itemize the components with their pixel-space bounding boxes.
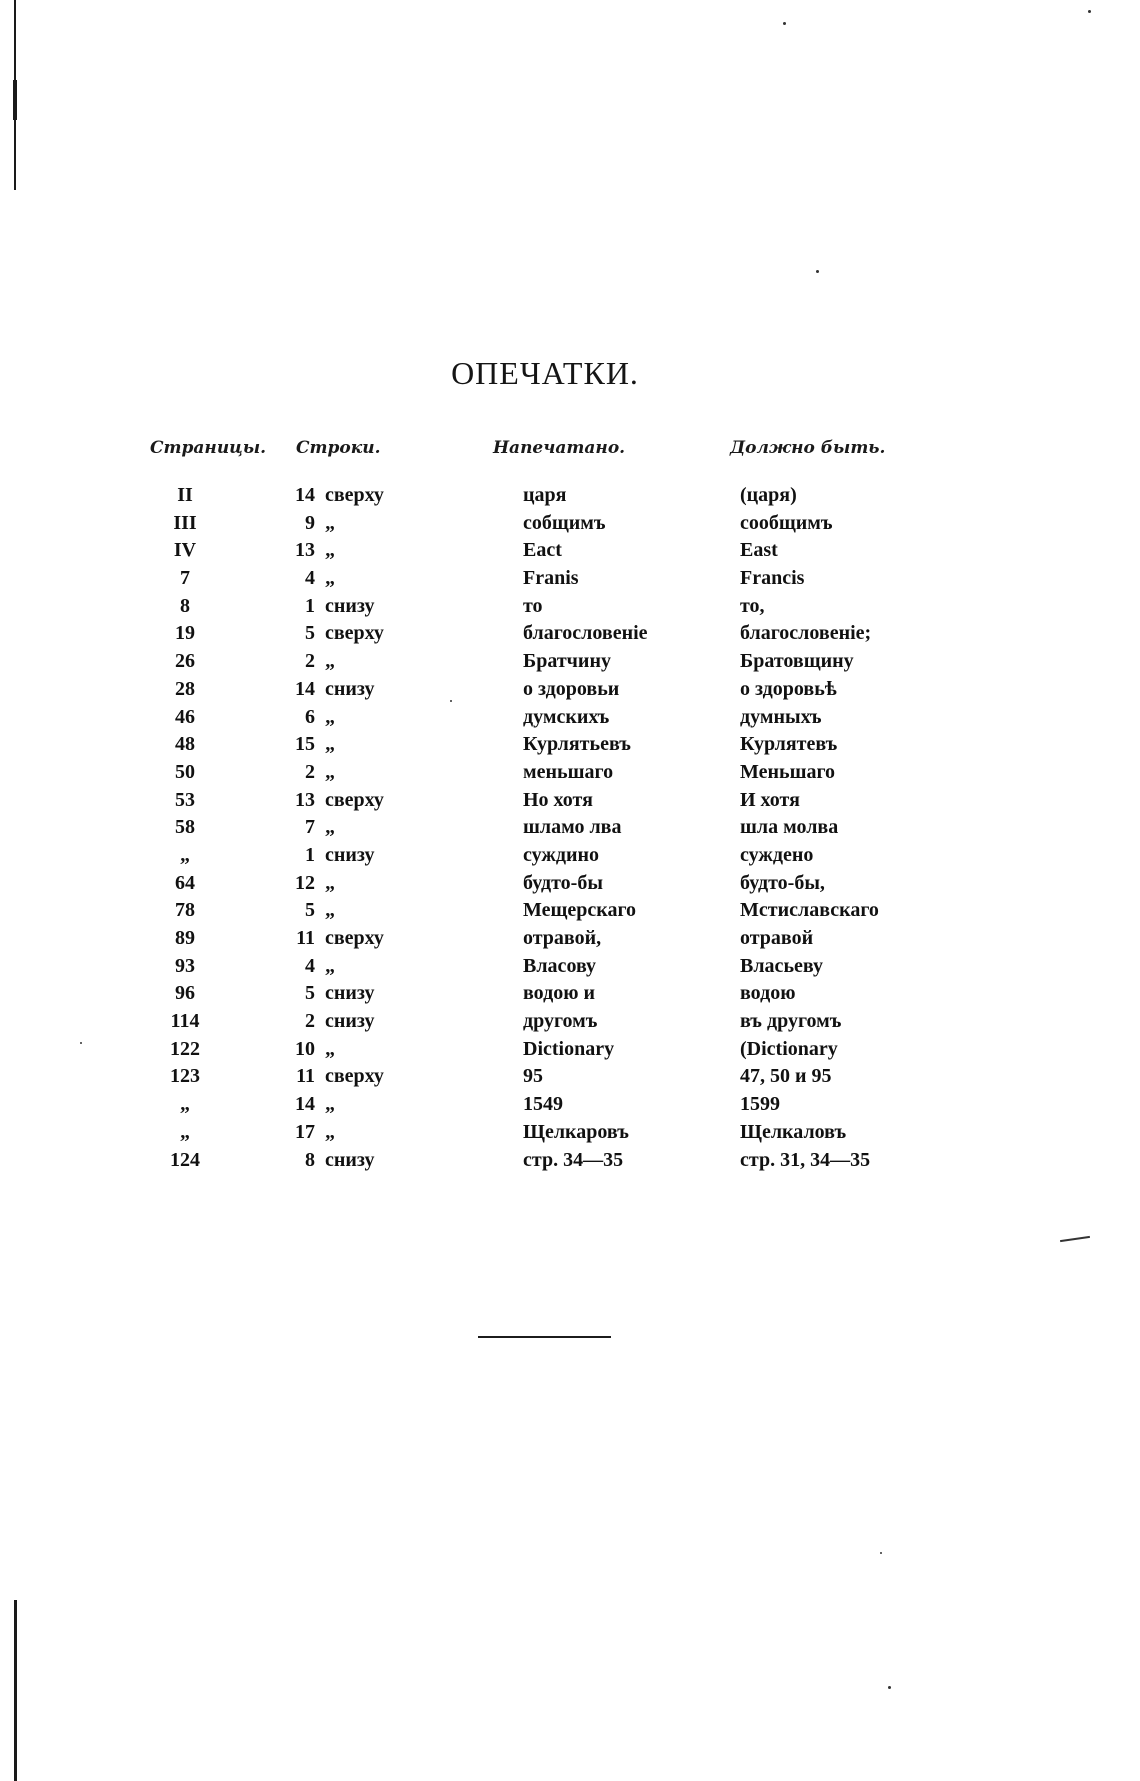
table-row: [0, 842, 1140, 870]
scan-side-dash: [1060, 1236, 1090, 1242]
table-row: [0, 759, 1140, 787]
scan-edge-bottom: [14, 1600, 17, 1781]
page-cell: 64: [175, 871, 195, 894]
line-number-cell: 5: [305, 982, 315, 1005]
page-cell: 26: [175, 650, 195, 673]
line-position-cell: „: [325, 816, 335, 839]
table-row: [0, 870, 1140, 898]
page-cell: 50: [175, 760, 195, 783]
page-cell: 89: [175, 927, 195, 949]
page-cell: 96: [175, 982, 195, 1005]
line-number-cell: 12: [295, 871, 315, 894]
line-number-cell: 10: [295, 1037, 315, 1060]
page-cell: 123: [170, 1065, 200, 1088]
table-row: [0, 1147, 1140, 1175]
correct-cell: 47, 50 и 95: [740, 1065, 832, 1088]
line-position-cell: „: [325, 1120, 335, 1143]
page-cell: 53: [175, 788, 195, 811]
line-position-cell: „: [325, 760, 335, 783]
line-number-cell: 6: [305, 705, 315, 728]
table-row: [0, 620, 1140, 648]
correct-cell: водою: [740, 982, 796, 1005]
column-header-line: Строки.: [296, 438, 381, 458]
page-cell: 8: [180, 594, 190, 617]
printed-cell: суждино: [523, 843, 600, 866]
correct-cell: будто-бы,: [740, 871, 825, 894]
page-cell: 19: [175, 622, 195, 645]
page-cell: IV: [173, 539, 197, 562]
correct-cell: шла молва: [740, 816, 839, 839]
line-position-cell: „: [325, 1037, 335, 1060]
printed-cell: Братчину: [523, 650, 611, 673]
line-position-cell: „: [325, 567, 335, 590]
line-number-cell: 14: [295, 1093, 315, 1116]
column-header-correct: Должно быть.: [730, 438, 886, 458]
printed-cell: Dictionary: [523, 1037, 615, 1060]
table-row: [0, 565, 1140, 593]
line-position-cell: „: [325, 871, 335, 894]
line-number-cell: 2: [305, 1010, 315, 1033]
page-cell: 124: [170, 1148, 200, 1171]
line-number-cell: 17: [295, 1120, 315, 1143]
correct-cell: думныхъ: [740, 705, 822, 728]
errata-table: [0, 482, 1140, 1174]
page-title: ОПЕЧАТКИ.: [451, 355, 639, 391]
correct-cell: Братовщину: [740, 650, 854, 673]
correct-cell: въ другомъ: [740, 1010, 842, 1033]
correct-cell: стр. 31, 34—35: [740, 1148, 871, 1171]
line-position-cell: сверху: [325, 788, 384, 811]
line-number-cell: 5: [305, 899, 315, 922]
printed-cell: Eact: [523, 539, 562, 562]
line-position-cell: „: [325, 650, 335, 673]
correct-cell: о здоровьѣ: [740, 677, 837, 700]
table-row: [0, 980, 1140, 1008]
page-cell: III: [173, 511, 197, 534]
line-position-cell: „: [325, 705, 335, 728]
correct-cell: то,: [740, 594, 765, 617]
table-row: [0, 482, 1140, 510]
line-position-cell: „: [325, 539, 335, 562]
line-number-cell: 14: [295, 484, 315, 506]
printed-cell: Но хотя: [523, 788, 593, 811]
printed-cell: Щелкаровъ: [523, 1120, 629, 1143]
table-row: [0, 1119, 1140, 1147]
table-row: [0, 1091, 1140, 1119]
correct-cell: Мстиславскаго: [740, 899, 879, 922]
closing-rule: [478, 1336, 611, 1338]
printed-cell: другомъ: [523, 1010, 598, 1033]
line-number-cell: 11: [296, 927, 315, 949]
correct-cell: (царя): [740, 484, 797, 506]
table-row: [0, 953, 1140, 981]
correct-cell: Курлятевъ: [740, 733, 838, 756]
page-cell: 114: [170, 1010, 200, 1033]
page-cell: II: [177, 484, 193, 506]
correct-cell: Francis: [740, 567, 805, 590]
printed-cell: благословеніе: [523, 622, 648, 645]
printed-cell: о здоровьи: [523, 677, 620, 700]
printed-cell: стр. 34—35: [523, 1148, 624, 1171]
line-position-cell: сверху: [325, 927, 384, 949]
table-row: [0, 648, 1140, 676]
table-row: [0, 787, 1140, 815]
printed-cell: собщимъ: [523, 511, 606, 534]
line-number-cell: 1: [305, 594, 315, 617]
line-number-cell: 13: [295, 788, 315, 811]
printed-cell: Franis: [523, 567, 579, 590]
scan-edge-mark: [13, 80, 17, 120]
line-position-cell: сверху: [325, 1065, 384, 1088]
printed-cell: будто-бы: [523, 871, 603, 894]
line-number-cell: 1: [305, 843, 315, 866]
table-row: [0, 676, 1140, 704]
line-position-cell: снизу: [325, 982, 375, 1005]
page-cell: 122: [170, 1037, 200, 1060]
line-position-cell: сверху: [325, 622, 384, 645]
printed-cell: шламо лва: [523, 816, 622, 839]
page-cell: „: [180, 843, 190, 866]
line-number-cell: 2: [305, 760, 315, 783]
line-number-cell: 9: [305, 511, 315, 534]
printed-cell: 95: [523, 1065, 543, 1088]
printed-cell: Курлятьевъ: [523, 733, 631, 756]
line-position-cell: снизу: [325, 843, 375, 866]
printed-cell: меньшаго: [523, 760, 614, 783]
line-position-cell: сверху: [325, 484, 384, 506]
page-cell: 58: [175, 816, 195, 839]
correct-cell: (Dictionary: [740, 1037, 838, 1060]
page-cell: 93: [175, 954, 195, 977]
scan-speck: [1088, 10, 1091, 13]
line-number-cell: 15: [295, 733, 315, 756]
page-cell: 28: [175, 677, 195, 700]
correct-cell: И хотя: [740, 788, 800, 811]
printed-cell: Власову: [523, 954, 597, 977]
line-number-cell: 7: [305, 816, 315, 839]
table-row: [0, 704, 1140, 732]
correct-cell: суждено: [740, 843, 814, 866]
table-row: [0, 510, 1140, 538]
table-row: [0, 1063, 1140, 1091]
table-row: [0, 897, 1140, 925]
line-number-cell: 2: [305, 650, 315, 673]
table-row: [0, 593, 1140, 621]
line-position-cell: „: [325, 899, 335, 922]
scan-speck: [816, 270, 819, 273]
printed-cell: то: [523, 594, 543, 617]
correct-cell: благословеніе;: [740, 622, 872, 645]
table-row: [0, 731, 1140, 759]
correct-cell: East: [740, 539, 778, 562]
table-row: [0, 1008, 1140, 1036]
printed-cell: думскихъ: [523, 705, 610, 728]
correct-cell: 1599: [740, 1093, 780, 1116]
printed-cell: водою и: [523, 982, 596, 1005]
page-cell: „: [180, 1093, 190, 1116]
line-number-cell: 8: [305, 1148, 315, 1171]
scan-speck: [880, 1552, 882, 1554]
table-row: [0, 814, 1140, 842]
line-position-cell: снизу: [325, 594, 375, 617]
line-number-cell: 5: [305, 622, 315, 645]
page-cell: 46: [175, 705, 195, 728]
line-number-cell: 4: [305, 567, 315, 590]
line-position-cell: снизу: [325, 1010, 375, 1033]
page-cell: 78: [175, 899, 195, 922]
correct-cell: Меньшаго: [740, 760, 836, 783]
table-row: [0, 537, 1140, 565]
correct-cell: сообщимъ: [740, 511, 833, 534]
line-number-cell: 13: [295, 539, 315, 562]
line-position-cell: снизу: [325, 677, 375, 700]
printed-cell: отравой,: [523, 927, 602, 949]
scan-speck: [783, 22, 786, 25]
table-row: [0, 1036, 1140, 1064]
printed-cell: 1549: [523, 1093, 563, 1116]
correct-cell: отравой: [740, 927, 814, 949]
line-position-cell: „: [325, 511, 335, 534]
line-position-cell: „: [325, 954, 335, 977]
page-cell: 7: [180, 567, 190, 590]
column-header-page: Страницы.: [150, 438, 267, 458]
correct-cell: Щелкаловъ: [740, 1120, 847, 1143]
correct-cell: Власьеву: [740, 954, 824, 977]
column-header-printed: Напечатано.: [493, 438, 626, 458]
table-row: [0, 925, 1140, 953]
line-position-cell: снизу: [325, 1148, 375, 1171]
line-number-cell: 4: [305, 954, 315, 977]
line-number-cell: 11: [296, 1065, 315, 1088]
printed-cell: Мещерскаго: [523, 899, 637, 922]
line-number-cell: 14: [295, 677, 315, 700]
line-position-cell: „: [325, 1093, 335, 1116]
printed-cell: царя: [523, 484, 567, 506]
page-cell: „: [180, 1120, 190, 1143]
line-position-cell: „: [325, 733, 335, 756]
page-cell: 48: [175, 733, 195, 756]
scan-speck: [888, 1686, 891, 1689]
